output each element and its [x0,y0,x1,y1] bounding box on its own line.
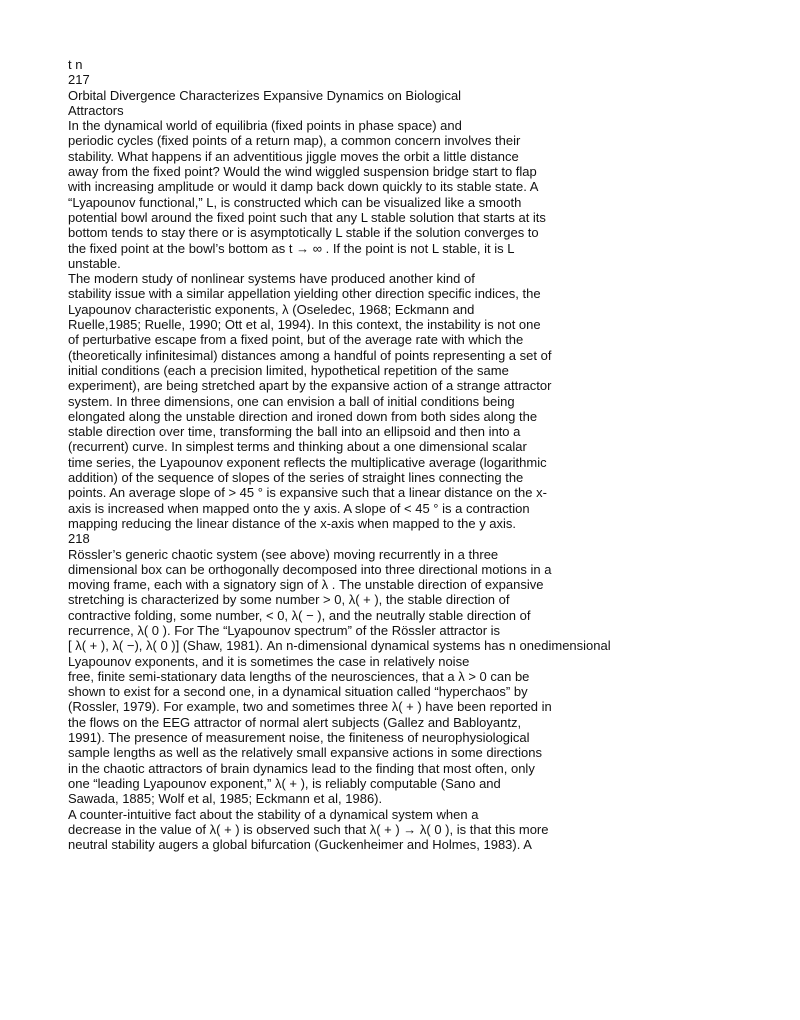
text-line: unstable. [68,255,121,271]
text-line: [ λ( + ), λ( −), λ( 0 )] (Shaw, 1981). An n-dimensional dynamical systems has n onedimensional [68,638,611,654]
document-page [68,57,788,852]
paragraph-2 [68,271,788,531]
text-line: contractive folding, some number, < 0, λ( − ), and the neutrally stable direction of [68,607,531,623]
section-title-line: Attractors [68,102,124,118]
text-line: Lyapounov characteristic exponents, λ (Oseledec, 1968; Eckmann and [68,301,475,317]
text-line: in the chaotic attractors of brain dynamics lead to the finding that most often, only [68,760,535,776]
text-line: (Rossler, 1979). For example, two and sometimes three λ( + ) have been reported in [68,699,552,715]
paragraph-4 [68,807,788,853]
text-line: stable direction over time, transforming the ball into an ellipsoid and then into a [68,424,521,440]
text-line: with increasing amplitude or would it damp back down quickly to its stable state. A [68,179,539,195]
text-line: Lyapounov exponents, and it is sometimes the case in relatively noise [68,653,470,669]
text-line: The modern study of nonlinear systems have produced another kind of [68,271,475,287]
text-line: one “leading Lyapounov exponent,” λ( + ), is reliably computable (Sano and [68,775,501,791]
text-line: addition) of the sequence of slopes of the series of straight lines connecting the [68,470,524,486]
page-number: 217 [68,72,90,88]
text-line: initial conditions (each a precision limited, hypothetical repetition of the same [68,362,509,378]
text-line: stability. What happens if an adventitious jiggle moves the orbit a little distance [68,148,519,164]
text-line: shown to exist for a second one, in a dynamical situation called “hyperchaos” by [68,684,528,700]
text-line: moving frame, each with a signatory sign of λ . The unstable direction of expansive [68,577,544,593]
text-line: bottom tends to stay there or is asymptotically L stable if the solution converges to [68,225,539,241]
text-line: sample lengths as well as the relatively small expansive actions in some directions [68,745,542,761]
text-line: the fixed point at the bowl’s bottom as t → ∞ . If the point is not L stable, it is L [68,240,515,256]
section-title-line: Orbital Divergence Characterizes Expansive Dynamics on Biological [68,87,462,103]
text-line: “Lyapounov functional,” L, is constructed which can be visualized like a smooth [68,194,522,210]
text-line: decrease in the value of λ( + ) is observed such that λ( + ) → λ( 0 ), is that this more [68,821,549,837]
text-line: In the dynamical world of equilibria (fixed points in phase space) and [68,118,462,134]
text-line: Ruelle,1985; Ruelle, 1990; Ott et al, 1994). In this context, the instability is not one [68,317,541,333]
text-line: dimensional box can be orthogonally decomposed into three directional motions in a [68,561,552,577]
text-line: the flows on the EEG attractor of normal alert subjects (Gallez and Babloyantz, [68,714,522,730]
text-line: axis is increased when mapped onto the y axis. A slope of < 45 ° is a contraction [68,500,530,516]
text-line: free, finite semi-stationary data lengths of the neurosciences, that a λ > 0 can be [68,668,530,684]
text-line: (theoretically infinitesimal) distances among a handful of points representing a set of [68,347,552,363]
text-line: elongated along the unstable direction and ironed down from both sides along the [68,408,538,424]
text-line: time series, the Lyapounov exponent reflects the multiplicative average (logarithmic [68,454,547,470]
paragraph-1 [68,118,788,271]
text-line: away from the fixed point? Would the wind wiggled suspension bridge start to flap [68,164,537,180]
text-line: Rössler’s generic chaotic system (see above) moving recurrently in a three [68,546,499,562]
text-line: neutral stability augers a global bifurcation (Guckenheimer and Holmes, 1983). A [68,837,532,853]
text-line: recurrence, λ( 0 ). For The “Lyapounov spectrum” of the Rössler attractor is [68,622,501,638]
text-line: periodic cycles (fixed points of a return map), a common concern involves their [68,133,521,149]
text-line: A counter-intuitive fact about the stability of a dynamical system when a [68,806,479,822]
text-line: points. An average slope of > 45 ° is expansive such that a linear distance on the x- [68,485,547,501]
text-line: experiment), are being stretched apart by the expansive action of a strange attractor [68,378,552,394]
paragraph-3 [68,547,788,807]
text-line: stability issue with a similar appellation yielding other direction specific indices, the [68,286,541,302]
text-line: Sawada, 1885; Wolf et al, 1985; Eckmann et al, 1986). [68,791,383,807]
text-line: mapping reducing the linear distance of the x-axis when mapped to the y axis. [68,515,517,531]
text-line: stretching is characterized by some number > 0, λ( + ), the stable direction of [68,592,510,608]
text-line: of perturbative escape from a fixed point, but of the average rate with which the [68,332,524,348]
page-number: 218 [68,531,90,547]
text-line: (recurrent) curve. In simplest terms and thinking about a one dimensional scalar [68,439,527,455]
text-line: potential bowl around the fixed point such that any L stable solution that starts at its [68,209,546,225]
running-head: t n [68,57,83,72]
text-line: 1991). The presence of measurement noise, the finiteness of neurophysiological [68,730,530,746]
text-line: system. In three dimensions, one can envision a ball of initial conditions being [68,393,515,409]
